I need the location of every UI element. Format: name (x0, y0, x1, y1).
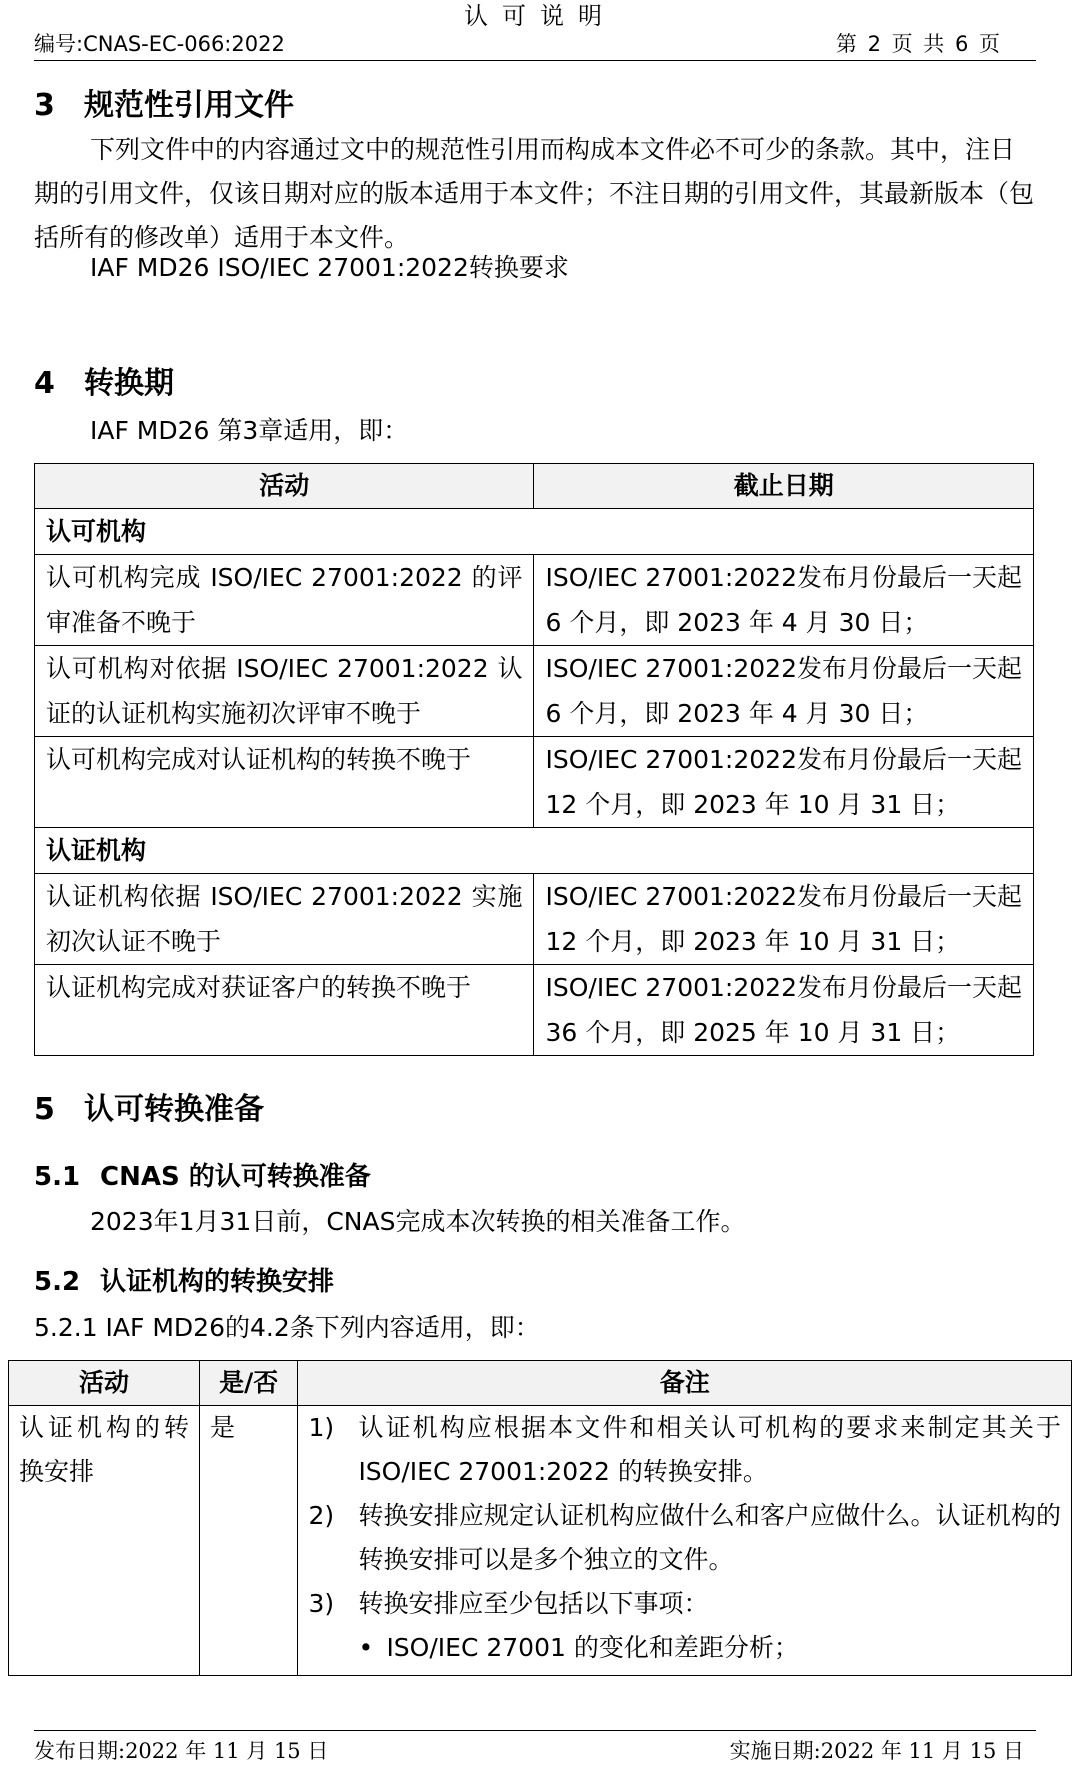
section-number: 3 (34, 88, 55, 123)
note-item (308, 1406, 1061, 1494)
bullet-dot-icon: • (358, 1633, 374, 1662)
table-row (35, 965, 1034, 1056)
document-type-title: 认可说明 (464, 2, 616, 30)
column-header-activity: 活动 (35, 464, 534, 509)
footer-rule (34, 1730, 1036, 1731)
note-text: 转换安排应规定认证机构应做什么和客户应做什么。认证机构的转换安排可以是多个独立的文件。 (358, 1501, 1061, 1574)
section-4-heading (34, 364, 174, 404)
page-indicator: 第 2 页 共 6 页 (835, 32, 1002, 56)
section-5-2-1-intro: 5.2.1 IAF MD26的4.2条下列内容适用，即： (34, 1313, 540, 1342)
table-row (35, 874, 1034, 965)
effective-date: 实施日期:2022 年 11 月 15 日 (729, 1739, 1024, 1763)
note-text: 转换安排应至少包括以下事项： (358, 1589, 709, 1618)
section-3-paragraph: 下列文件中的内容通过文中的规范性引用而构成本文件必不可少的条款。其中，注日期的引用文件，仅该日期对应的版本适用于本文件；不注日期的引用文件，其最新版本（包括所有的修改单）适用于本文件。 (34, 135, 1035, 252)
activity-cell: 认可机构对依据 ISO/IEC 27001:2022 认证的认证机构实施初次评审不晚于 (35, 646, 534, 737)
activity-cell: 认证机构依据 ISO/IEC 27001:2022 实施初次认证不晚于 (35, 874, 534, 965)
table-group-row (35, 509, 1034, 555)
bullet-item (308, 1626, 1061, 1670)
deadline-cell: ISO/IEC 27001:2022发布月份最后一天起 6 个月，即 2023 年 4 月 30 日； (534, 646, 1034, 737)
section-4-intro: IAF MD26 第3章适用，即： (90, 416, 409, 445)
document-number: 编号:CNAS-EC-066:2022 (34, 32, 285, 56)
group-accreditation-bodies: 认可机构 (35, 509, 1034, 555)
note-item (308, 1582, 1061, 1626)
section-number: 5.2 (34, 1267, 81, 1297)
column-header-activity: 活动 (9, 1361, 200, 1406)
activity-cell: 认可机构完成 ISO/IEC 27001:2022 的评审准备不晚于 (35, 555, 534, 646)
column-header-notes: 备注 (298, 1361, 1072, 1406)
table-group-row (35, 828, 1034, 874)
table-row (35, 555, 1034, 646)
column-header-deadline: 截止日期 (534, 464, 1034, 509)
table-row (35, 646, 1034, 737)
table-row (35, 737, 1034, 828)
note-number: 3) (308, 1589, 335, 1618)
deadline-cell: ISO/IEC 27001:2022发布月份最后一天起 36 个月，即 2025 年 10 月 31 日； (534, 965, 1034, 1056)
section-5-1-paragraph: 2023年1月31日前，CNAS完成本次转换的相关准备工作。 (90, 1207, 746, 1236)
section-title: CNAS 的认可转换准备 (100, 1162, 371, 1192)
section-title: 认可转换准备 (84, 1092, 264, 1127)
activity-cell: 认证机构完成对获证客户的转换不晚于 (35, 965, 534, 1056)
note-number: 2) (308, 1501, 335, 1530)
note-text: 认证机构应根据本文件和相关认可机构的要求来制定其关于 ISO/IEC 27001:2022 的转换安排。 (358, 1413, 1061, 1486)
section-title: 规范性引用文件 (84, 88, 294, 123)
issue-date: 发布日期:2022 年 11 月 15 日 (34, 1739, 329, 1763)
note-item (308, 1494, 1061, 1582)
deadline-cell: ISO/IEC 27001:2022发布月份最后一天起 12 个月，即 2023 年 10 月 31 日； (534, 874, 1034, 965)
deadline-cell: ISO/IEC 27001:2022发布月份最后一天起 12 个月，即 2023 年 10 月 31 日； (534, 737, 1034, 828)
section-number: 4 (34, 366, 55, 401)
table-header-row (9, 1361, 1072, 1406)
notes-cell (298, 1406, 1072, 1676)
deadline-cell: ISO/IEC 27001:2022发布月份最后一天起 6 个月，即 2023 年 4 月 30 日； (534, 555, 1034, 646)
bullet-text: ISO/IEC 27001 的变化和差距分析； (386, 1633, 799, 1662)
section-3-heading (34, 86, 294, 126)
table-row (9, 1406, 1072, 1676)
transition-arrangement-table (8, 1360, 1072, 1676)
column-header-yes-no: 是/否 (200, 1361, 298, 1406)
section-5-heading (34, 1090, 264, 1130)
note-number: 1) (308, 1413, 335, 1442)
activity-cell: 认可机构完成对认证机构的转换不晚于 (35, 737, 534, 828)
section-5-1-heading (34, 1159, 371, 1195)
section-number: 5.1 (34, 1162, 81, 1192)
section-title: 转换期 (84, 366, 174, 401)
normative-reference: IAF MD26 ISO/IEC 27001:2022转换要求 (90, 253, 569, 282)
section-5-2-heading (34, 1264, 334, 1300)
section-title: 认证机构的转换安排 (100, 1267, 335, 1297)
header-rule (34, 60, 1036, 61)
activity-cell: 认证机构的转换安排 (9, 1406, 200, 1676)
table-header-row (35, 464, 1034, 509)
transition-period-table (34, 463, 1034, 1056)
section-number: 5 (34, 1092, 55, 1127)
yes-no-cell: 是 (200, 1406, 298, 1676)
group-certification-bodies: 认证机构 (35, 828, 1034, 874)
